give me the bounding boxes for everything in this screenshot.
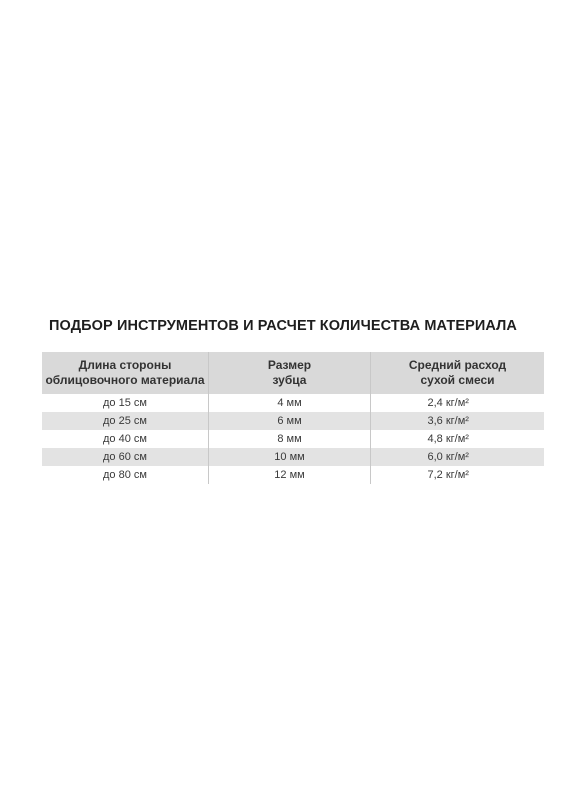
table-header — [42, 352, 544, 394]
column-header-consumption: Средний расход сухой смеси — [370, 352, 544, 394]
cell-consumption: 3,6 кг/м² — [370, 412, 544, 430]
cell-consumption: 6,0 кг/м² — [370, 448, 544, 466]
cell-notch-size: 4 мм — [208, 394, 370, 412]
page-title: ПОДБОР ИНСТРУМЕНТОВ И РАСЧЕТ КОЛИЧЕСТВА МАТЕРИАЛА — [49, 318, 517, 334]
cell-notch-size: 8 мм — [208, 430, 370, 448]
table-row — [42, 430, 544, 448]
cell-notch-size: 10 мм — [208, 448, 370, 466]
cell-tile-side-length: до 25 см — [103, 415, 147, 427]
cell-notch-size: 6 мм — [208, 412, 370, 430]
table-row — [42, 394, 544, 412]
cell-tile-side-length: до 15 см — [103, 397, 147, 409]
cell-consumption: 7,2 кг/м² — [370, 466, 544, 484]
tool-selection-table — [42, 352, 544, 484]
cell-consumption: 4,8 кг/м² — [370, 430, 544, 448]
column-header-tile-side-length: Длина стороны облицовочного материала — [45, 358, 205, 387]
cell-consumption: 2,4 кг/м² — [370, 394, 544, 412]
cell-tile-side-length: до 60 см — [103, 451, 147, 463]
cell-notch-size: 12 мм — [208, 466, 370, 484]
table-row — [42, 466, 544, 484]
column-header-notch-size: Размер зубца — [208, 352, 370, 394]
table-row — [42, 412, 544, 430]
table-row — [42, 448, 544, 466]
cell-tile-side-length: до 40 см — [103, 433, 147, 445]
cell-tile-side-length: до 80 см — [103, 469, 147, 481]
